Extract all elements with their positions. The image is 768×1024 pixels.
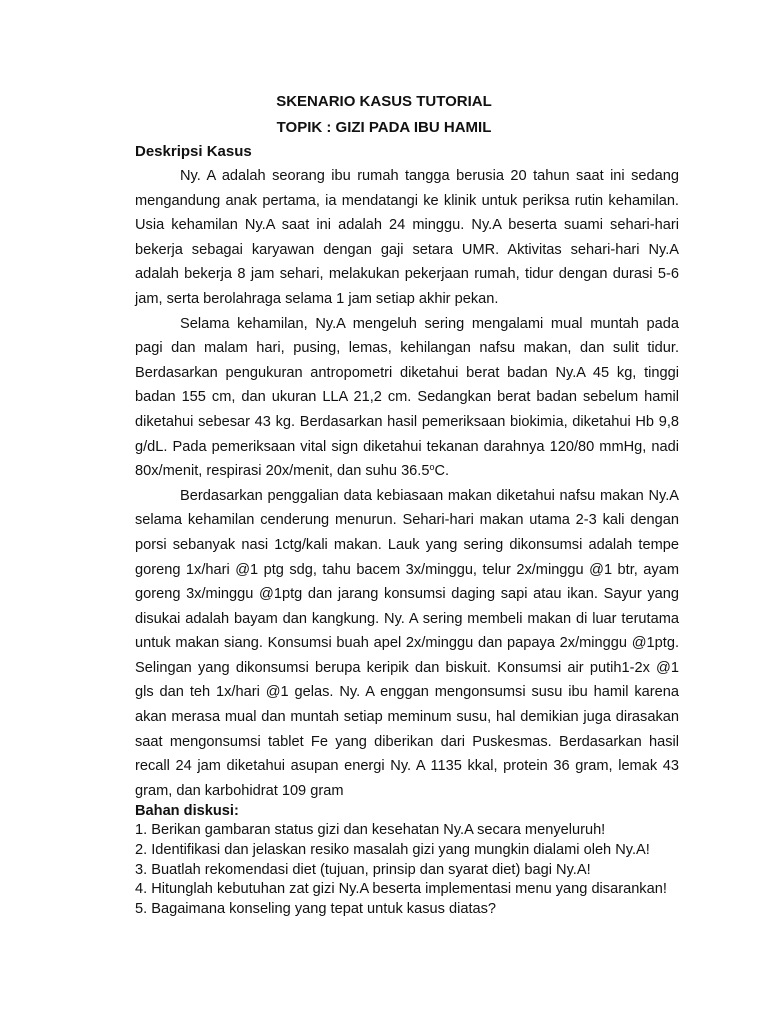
case-paragraph-1: Ny. A adalah seorang ibu rumah tangga berusia 20 tahun saat ini sedang mengandung anak pertama, ia mendatangi ke klinik untuk periksa rutin kehamilan. Usia kehamilan Ny.A saat ini adalah 24 minggu. Ny.A beserta suami sehari-hari bekerja sebagai karyawan dengan gaji setara UMR. Aktivitas sehari-hari Ny.A adalah bekerja 8 jam sehari, melakukan pekerjaan rumah, tidur dengan durasi 5-6 jam, serta berolahraga selama 1 jam setiap akhir pekan. — [135, 168, 679, 307]
discussion-heading: Bahan diskusi: — [135, 803, 239, 819]
document-title: SKENARIO KASUS TUTORIAL — [276, 93, 492, 110]
discussion-list — [135, 821, 695, 920]
case-paragraph-2-end: C. — [434, 463, 450, 480]
case-paragraph-2 — [135, 312, 679, 484]
discussion-item: 1. Berikan gambaran status gizi dan kesehatan Ny.A secara menyeluruh! — [135, 822, 606, 838]
discussion-item: 3. Buatlah rekomendasi diet (tujuan, prinsip dan syarat diet) bagi Ny.A! — [135, 861, 591, 878]
case-paragraph-2-text: Selama kehamilan, Ny.A mengeluh sering mengalami mual muntah pada pagi dan malam hari, pusing, lemas, kehilangan nafsu makan, dan sulit tidur. Berdasarkan pengukuran antropometri diketahui berat badan Ny.A 45 kg, tinggi badan 155 cm, dan ukuran LLA 21,2 cm. Sedangkan berat badan sebelum hamil diketahui sebesar 43 kg. Berdasarkan hasil pemeriksaan biokimia, diketahui Hb 9,8 g/dL. Pada pemeriksaan vital sign diketahui tekanan darahnya 120/80 mmHg, nadi 80x/menit, respirasi 20x/menit, dan suhu 36.5 — [135, 315, 679, 480]
discussion-item: 2. Identifikasi dan jelaskan resiko masalah gizi yang mungkin dialami oleh Ny.A! — [135, 841, 650, 858]
discussion-section — [135, 801, 695, 920]
document-topic: TOPIK : GIZI PADA IBU HAMIL — [276, 119, 492, 136]
degree-symbol: o — [429, 462, 435, 473]
case-description-heading: Deskripsi Kasus — [135, 143, 252, 160]
discussion-item: 5. Bagaimana konseling yang tepat untuk kasus diatas? — [135, 901, 497, 918]
case-paragraph-3: Berdasarkan penggalian data kebiasaan makan diketahui nafsu makan Ny.A selama kehamilan cenderung menurun. Sehari-hari makan utama 2-3 kali dengan porsi sebanyak nasi 1ctg/kali makan. Lauk yang sering dikonsumsi adalah tempe goreng 1x/hari @1 ptg sdg, tahu bacem 3x/minggu, telur 2x/minggu @1 btr, ayam goreng 3x/minggu @1ptg dan jarang konsumsi daging sapi atau ikan. Sayur yang disukai adalah bayam dan kangkung. Ny. A sering membeli makan di luar terutama untuk makan siang. Konsumsi buah apel 2x/minggu dan papaya 2x/minggu @1ptg. Selingan yang dikonsumsi berupa keripik dan biskuit. Konsumsi air putih1-2x @1 gls dan teh 1x/hari @1 gelas. Ny. A enggan mengonsumsi susu ibu hamil karena akan merasa mual dan muntah setiap meminum susu, hal demikian juga dirasakan saat mengonsumsi tablet Fe yang diberikan dari Puskesmas. Berdasarkan hasil recall 24 jam diketahui asupan energi Ny. A 1135 kkal, protein 36 gram, lemak 43 gram, dan karbohidrat 109 gram — [135, 487, 679, 799]
case-description-body — [135, 164, 679, 803]
discussion-item: 4. Hitunglah kebutuhan zat gizi Ny.A beserta implementasi menu yang disarankan! — [135, 881, 667, 898]
